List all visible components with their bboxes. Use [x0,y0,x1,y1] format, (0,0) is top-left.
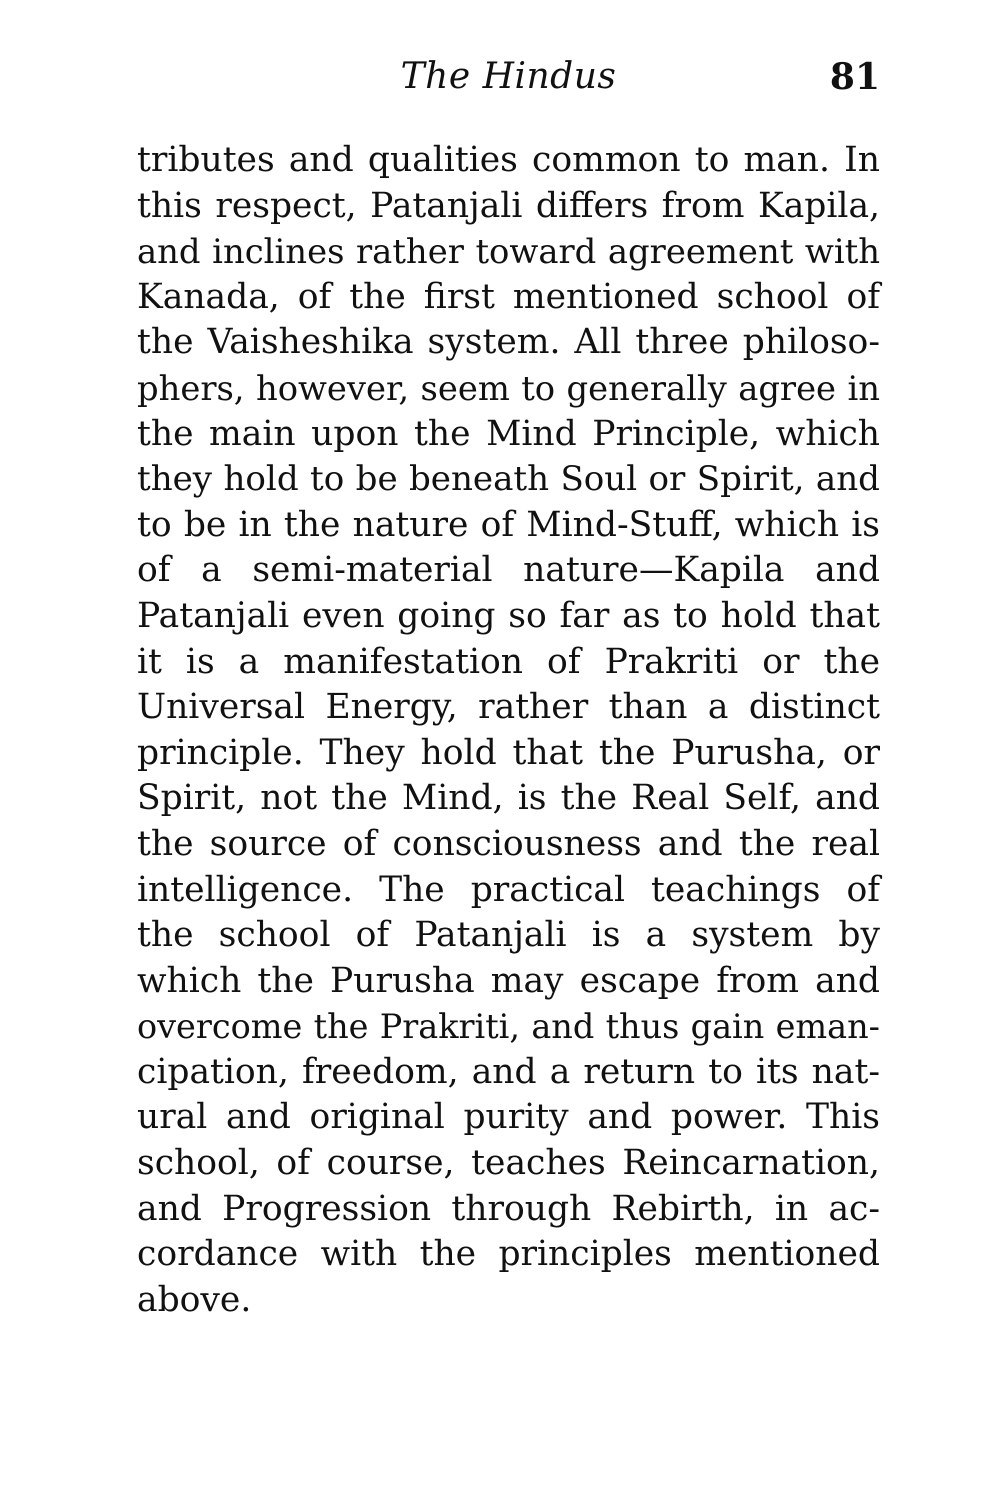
body-paragraph [137,138,880,1323]
text-line-last: above. [137,1279,252,1320]
text-line: and Progression through Rebirth, in ac- [137,1188,880,1229]
text-line: school, of course, teaches Reincarnation, [137,1143,880,1184]
text-line: overcome the Prakriti, and thus gain eman- [137,1007,880,1047]
text-line: and inclines rather toward agreement with [137,232,880,272]
running-header [137,52,880,102]
page-number: 81 [829,56,880,98]
text-line: Universal Energy, rather than a distinct [137,687,880,728]
text-line: principle. They hold that the Purusha, or [137,732,880,773]
text-line: of a semi-material nature—Kapila and [137,550,880,591]
text-line: Spirit, not the Mind, is the Real Self, and [137,778,880,819]
text-line: cordance with the principles mentioned [137,1234,880,1275]
text-line: to be in the nature of Mind-Stuff, which is [137,504,880,545]
text-line: cipation, freedom, and a return to its nat- [137,1051,880,1092]
text-line: the school of Patanjali is a system by [137,915,880,956]
text-line: the source of consciousness and the real [137,823,880,864]
text-line: Kanada, of the first mentioned school of [137,276,880,317]
text-line: the main upon the Mind Principle, which [137,413,880,454]
text-line: ural and original purity and power. This [137,1097,880,1138]
text-line: the Vaisheshika system. All three philoso- [137,322,880,363]
text-line: Patanjali even going so far as to hold that [137,595,880,636]
running-title: The Hindus [400,56,617,97]
text-line: it is a manifestation of Prakriti or the [137,641,880,682]
text-line: they hold to be beneath Soul or Spirit, and [137,459,880,500]
text-line: which the Purusha may escape from and [137,960,880,1001]
text-line: tributes and qualities common to man. In [137,140,880,180]
text-line: intelligence. The practical teachings of [137,869,880,910]
text-line: this respect, Patanjali differs from Kapila, [137,185,880,226]
text-line: phers, however, seem to generally agree in [137,368,880,408]
